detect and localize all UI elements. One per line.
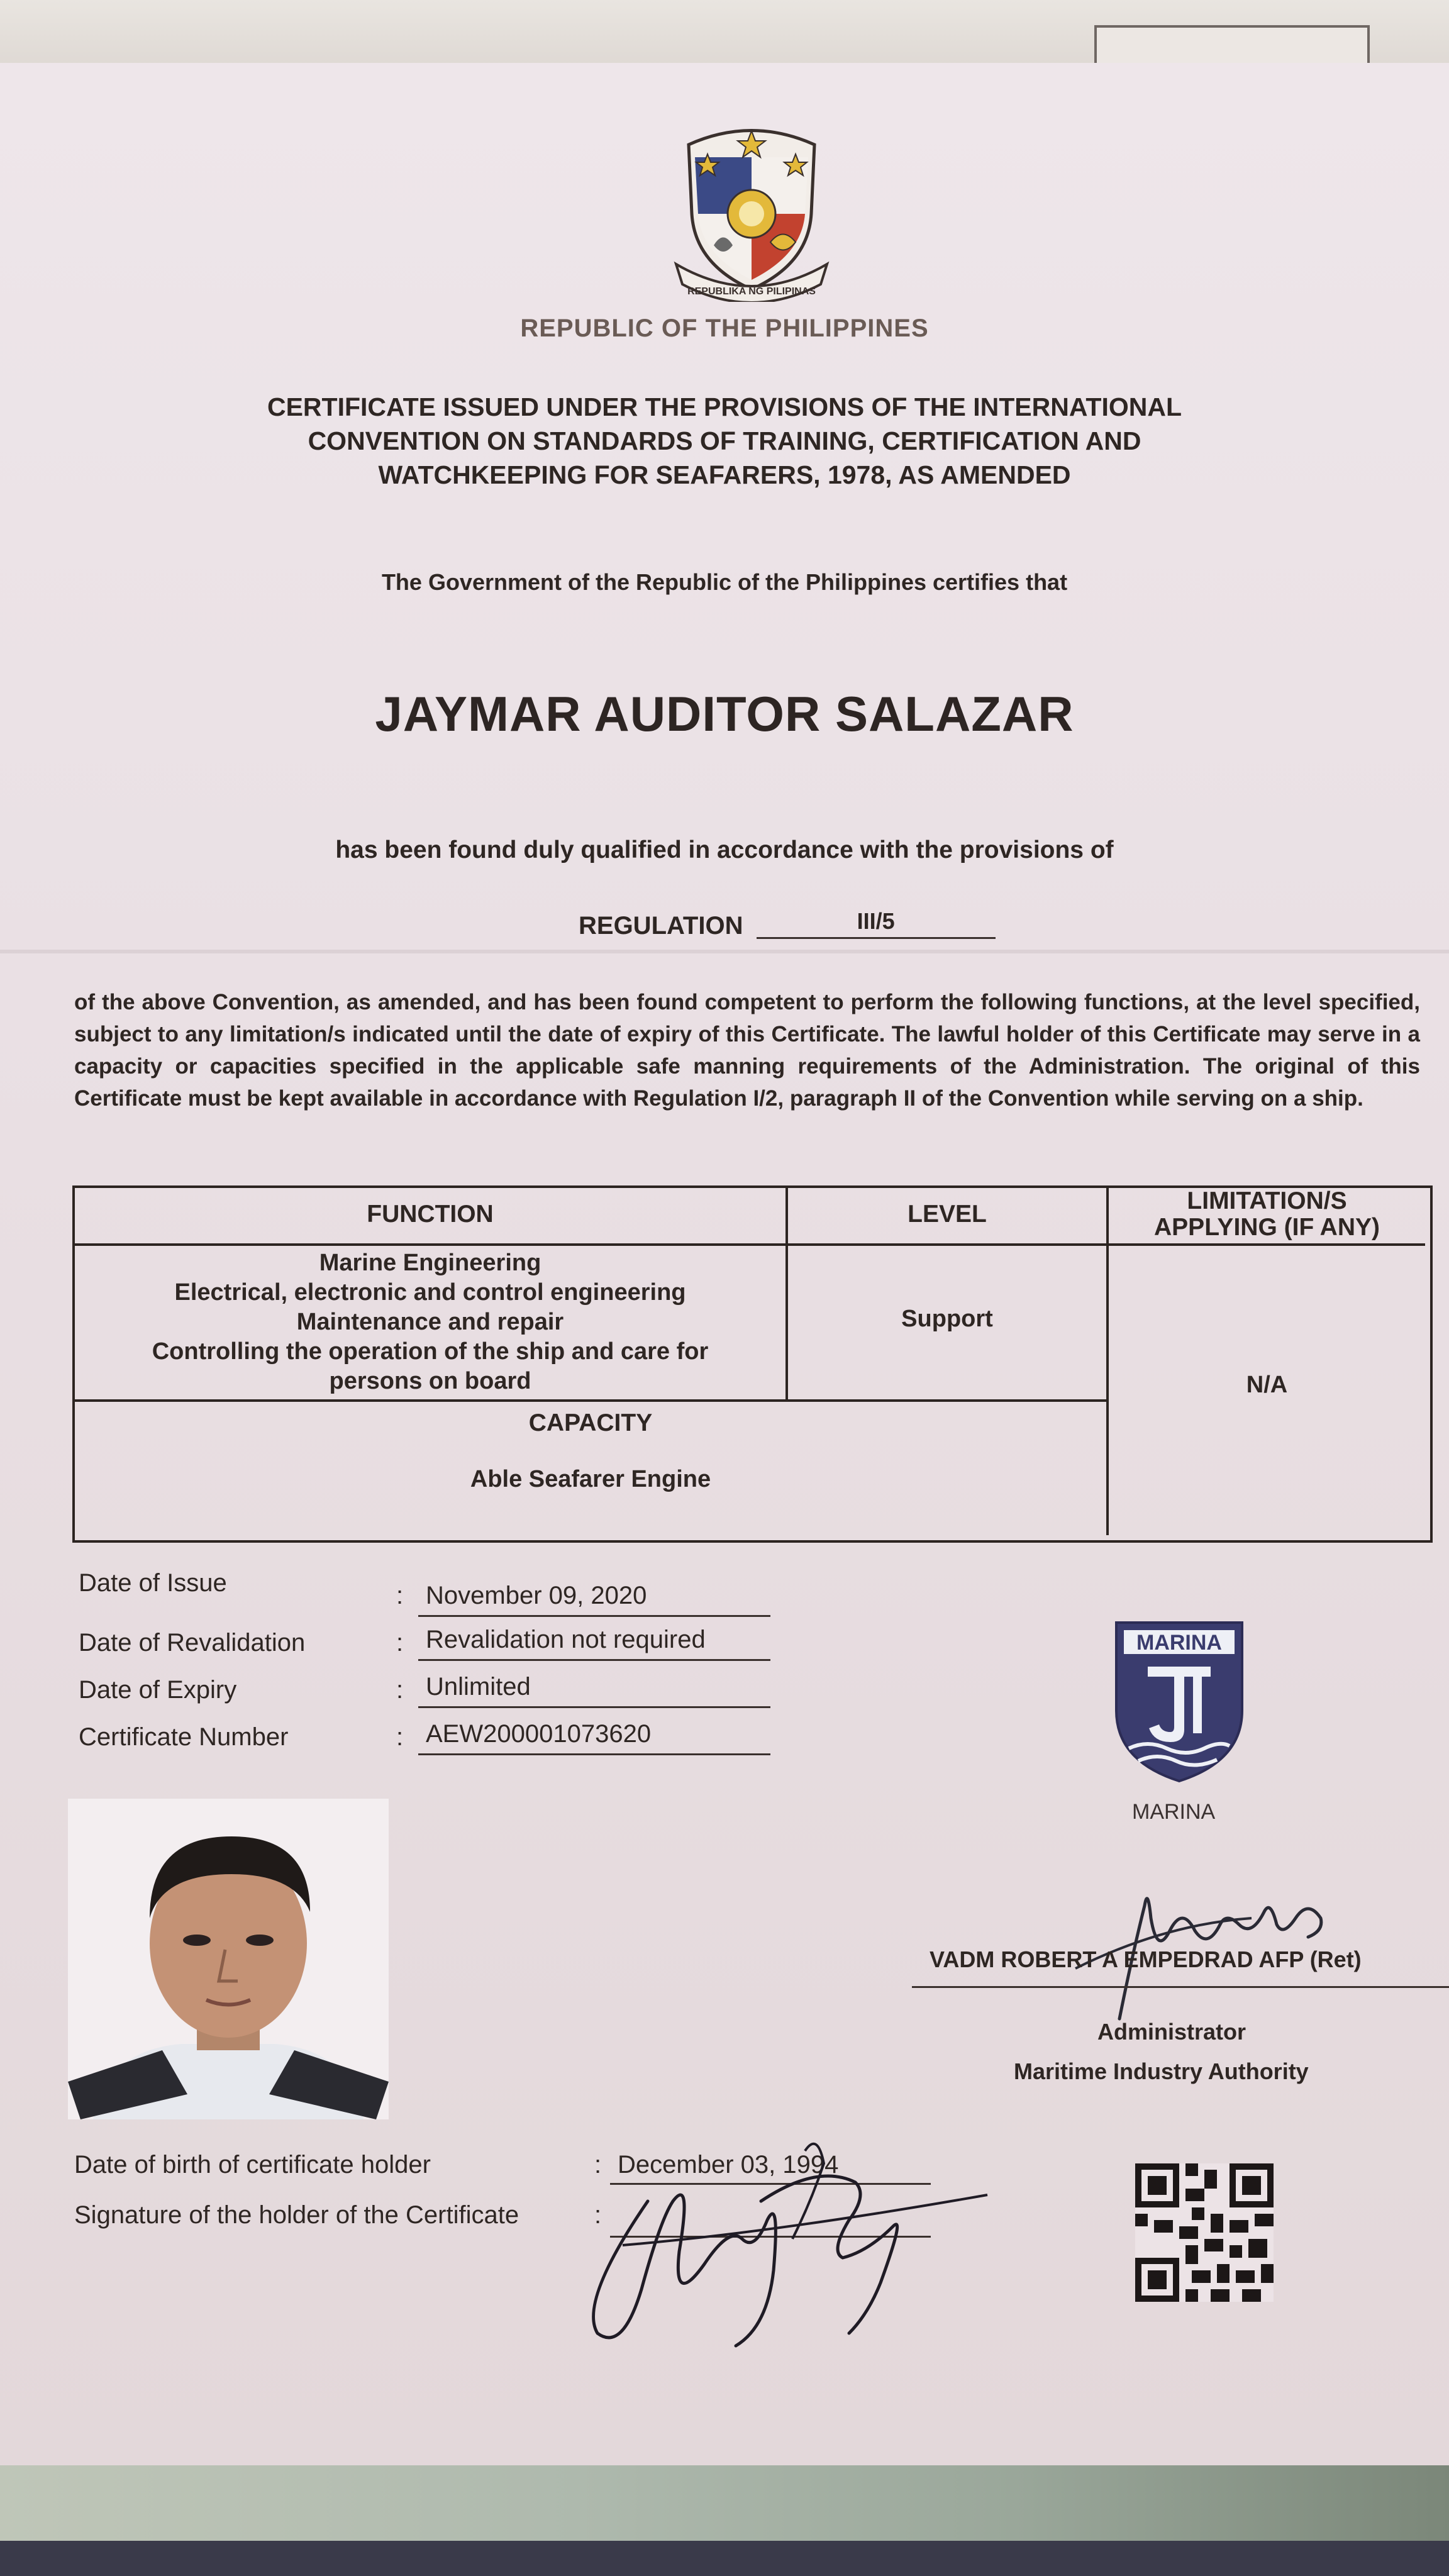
marina-logo-text: MARINA [1136, 1631, 1222, 1655]
holder-name: JAYMAR AUDITOR SALAZAR [375, 686, 1074, 741]
issue-date-row [79, 1569, 770, 1619]
qualified-statement: has been found duly qualified in accordance with the provisions of [335, 836, 1114, 863]
function-item: persons on board [329, 1368, 531, 1394]
capacity-value: Able Seafarer Engine [470, 1466, 711, 1492]
regulation-value: III/5 [757, 908, 996, 939]
limitation-header-line: APPLYING (IF ANY) [1154, 1214, 1380, 1241]
regulation-row [579, 908, 996, 944]
holder-photo [68, 1799, 389, 2119]
expiry-label: Date of Expiry [79, 1676, 237, 1704]
dob-label: Date of birth of certificate holder [74, 2151, 431, 2179]
seal-text: REPUBLIKA NG PILIPINAS [687, 286, 816, 297]
functions-list [75, 1248, 786, 1396]
capacity-header: CAPACITY [528, 1409, 653, 1436]
regulation-label: REGULATION [579, 912, 743, 940]
function-header: FUNCTION [367, 1201, 494, 1228]
marina-caption: MARINA [1132, 1800, 1216, 1824]
colon: : [594, 2201, 602, 2229]
function-item: Controlling the operation of the ship and care for [152, 1338, 709, 1365]
function-item: Marine Engineering [319, 1250, 541, 1276]
function-item: Maintenance and repair [296, 1309, 564, 1335]
certifies-statement: The Government of the Republic of the Philippines certifies that [381, 569, 1068, 595]
certificate-number-label: Certificate Number [79, 1723, 289, 1751]
colon: : [594, 2151, 602, 2179]
administrator-title: Administrator [1097, 2019, 1246, 2045]
background-surface [0, 2541, 1449, 2576]
issue-date-value: November 09, 2020 [418, 1582, 770, 1617]
revalidation-row [79, 1626, 770, 1673]
marina-logo-icon [1110, 1616, 1248, 1786]
holder-signature-label: Signature of the holder of the Certificate [74, 2201, 519, 2229]
functions-table [72, 1185, 1433, 1543]
signature-line [912, 1986, 1449, 1988]
limitation-header [1109, 1188, 1425, 1241]
revalidation-value: Revalidation not required [418, 1626, 770, 1661]
table-divider [75, 1243, 1425, 1246]
limitation-value: N/A [1246, 1372, 1288, 1398]
convention-paragraph: of the above Convention, as amended, and has been found competent to perform the following functions, at the level specified, subject to any limitation/s indicated until the date of expiry of this Certificate. The lawful holder of this Certificate may serve in a capacity or capacities specified in the applicable safe manning requirements of the Administration. The original of this Certificate must be kept available in accordance with Regulation I/2, paragraph II of the Convention while serving on a ship. [74, 990, 1420, 1111]
certificate-number-row [79, 1720, 770, 1767]
heading-line: CERTIFICATE ISSUED UNDER THE PROVISIONS OF THE INTERNATIONAL [267, 392, 1182, 421]
colon: : [396, 1629, 404, 1657]
administrator-name: VADM ROBERT A EMPEDRAD AFP (Ret) [930, 1946, 1362, 1972]
colon: : [396, 1723, 404, 1751]
certificate-heading [0, 390, 1449, 492]
holder-signature [553, 2126, 1006, 2352]
level-header: LEVEL [908, 1201, 987, 1228]
heading-line: WATCHKEEPING FOR SEAFARERS, 1978, AS AMENDED [378, 460, 1071, 489]
country-heading: REPUBLIC OF THE PHILIPPINES [520, 314, 929, 342]
function-item: Electrical, electronic and control engineering [174, 1279, 686, 1306]
qr-code-icon [1135, 2163, 1274, 2302]
issue-date-label: Date of Issue [79, 1569, 227, 1597]
colon: : [396, 1676, 404, 1704]
revalidation-label: Date of Revalidation [79, 1629, 306, 1657]
limitation-header-line: LIMITATION/S [1187, 1187, 1347, 1214]
expiry-value: Unlimited [418, 1673, 770, 1708]
table-divider [75, 1399, 1109, 1402]
heading-line: CONVENTION ON STANDARDS OF TRAINING, CERTIFICATION AND [308, 426, 1141, 455]
paper-fold [0, 950, 1449, 953]
level-value: Support [901, 1306, 993, 1332]
certificate-number-value: AEW200001073620 [418, 1720, 770, 1755]
colon: : [396, 1582, 404, 1609]
expiry-row [79, 1673, 770, 1720]
administrator-organization: Maritime Industry Authority [1014, 2058, 1309, 2084]
philippine-seal-icon [670, 119, 833, 302]
dob-value: December 03, 1994 [610, 2151, 931, 2185]
